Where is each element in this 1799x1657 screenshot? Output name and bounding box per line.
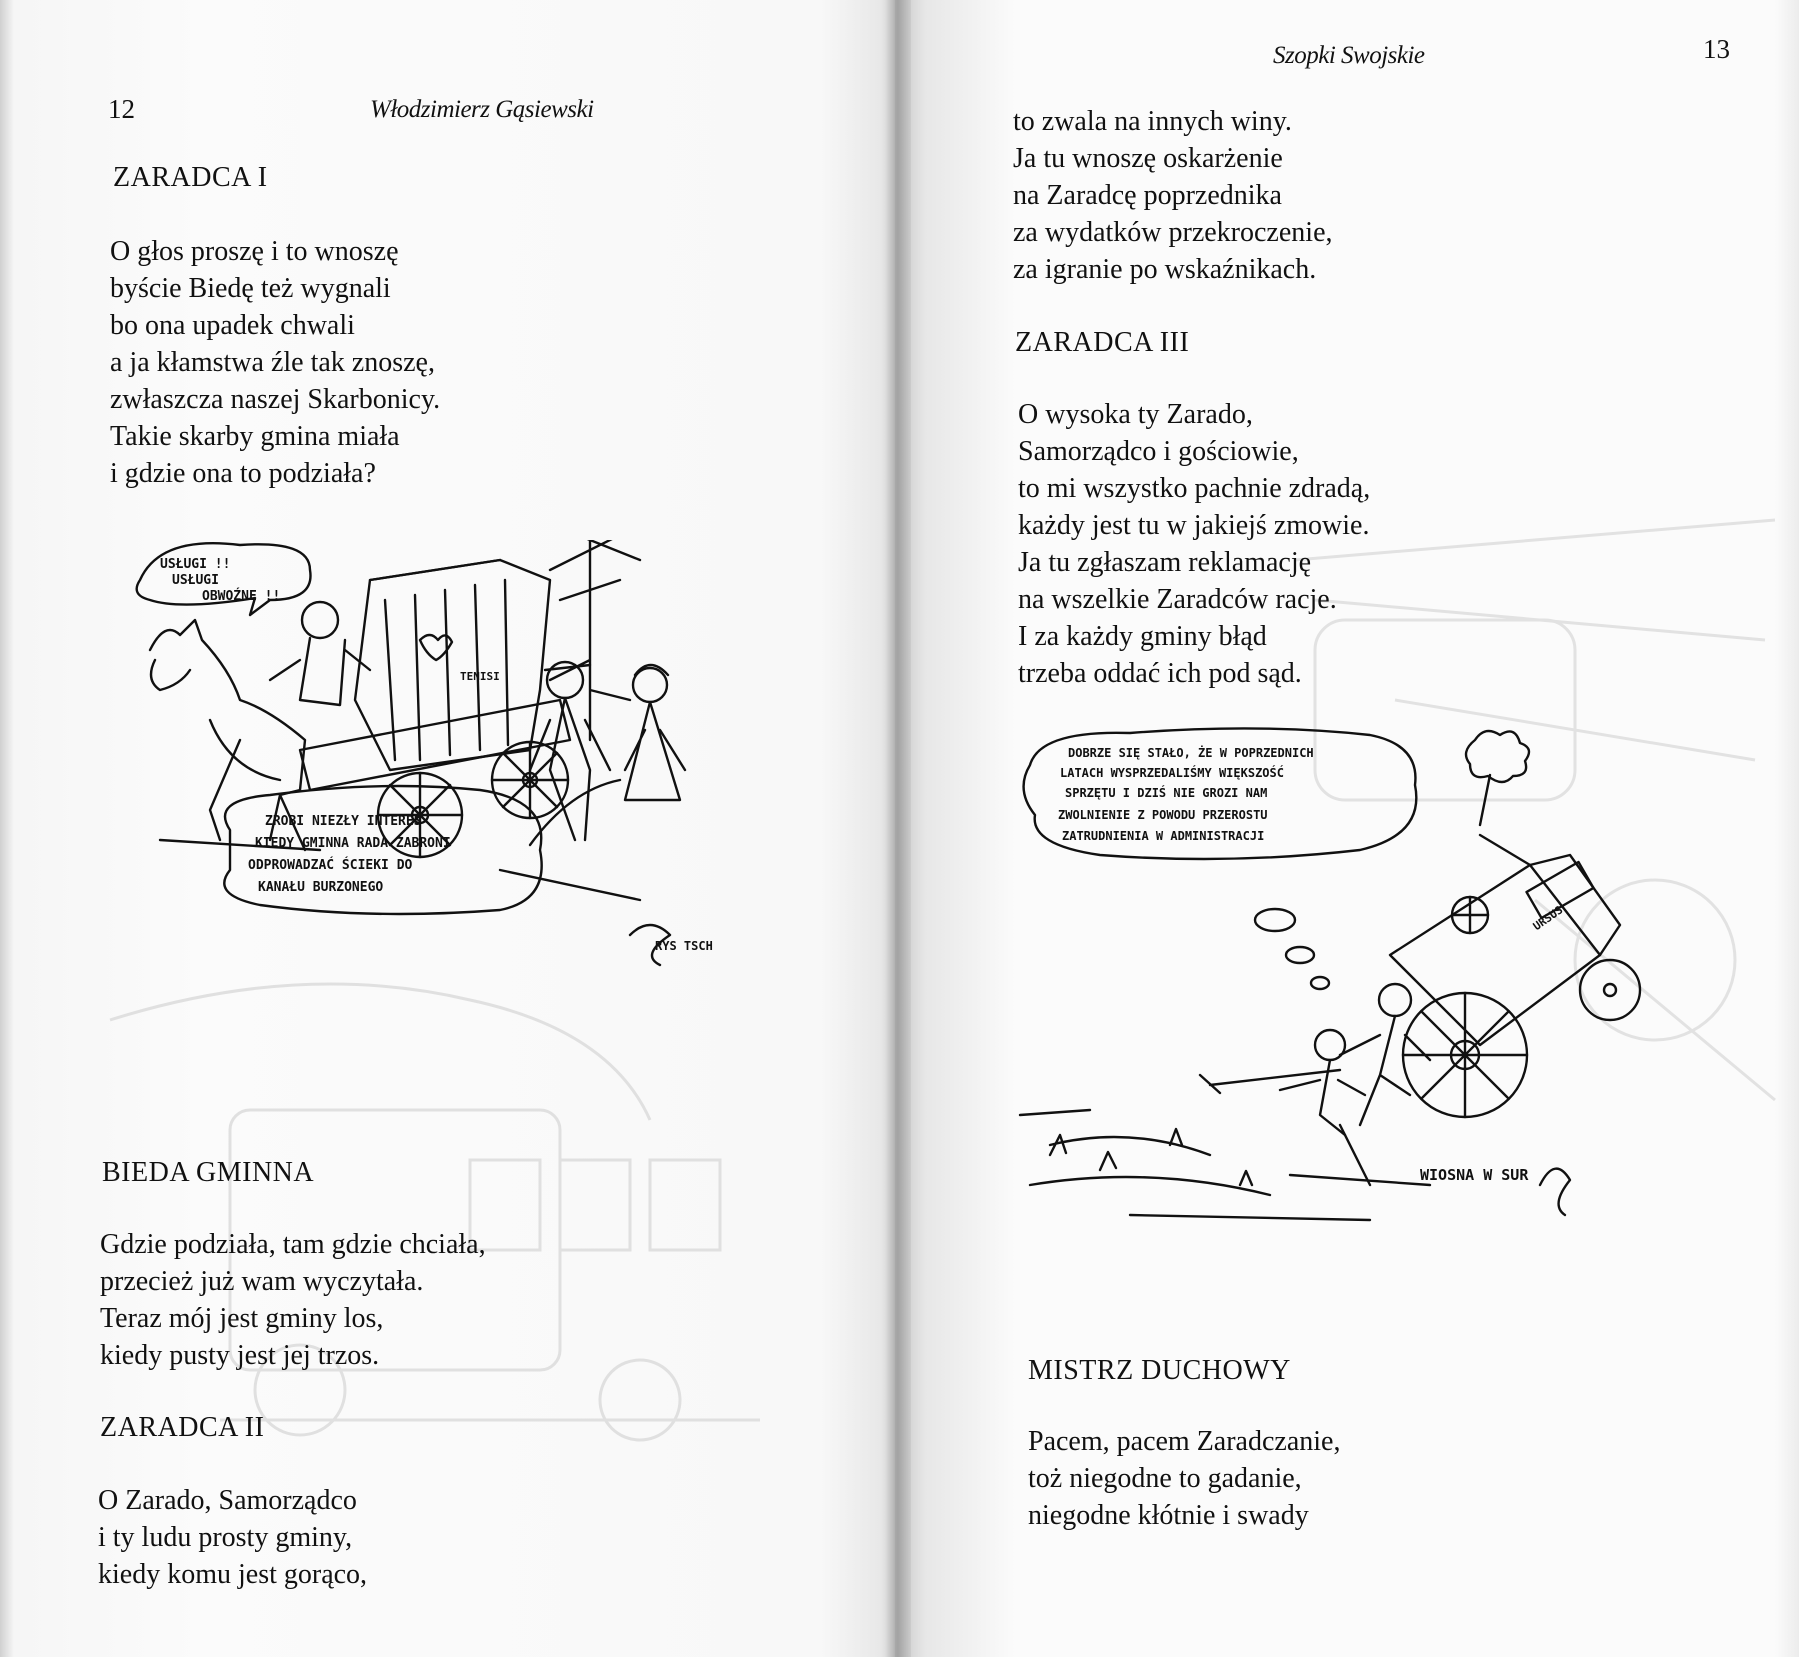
stanza — [1018, 396, 1370, 692]
bubble-text: ZROBI NIEZŁY INTERES — [265, 814, 422, 829]
verse-line: za wydatków przekroczenie, — [1013, 217, 1333, 248]
cartoon-outhouse-cart — [120, 540, 770, 1080]
stanza — [100, 1226, 486, 1374]
bubble-text: USŁUGI — [172, 573, 219, 588]
verse-line: Ja tu wnoszę oskarżenie — [1013, 143, 1283, 174]
stanza — [98, 1482, 367, 1593]
verse-line: i gdzie ona to podziała? — [110, 458, 376, 489]
bubble-text: KIEDY GMINNA RADA ZABRONI — [255, 836, 451, 851]
section-heading: BIEDA GMINNA — [102, 1157, 315, 1188]
bubble-text: ZWOLNIENIE Z POWODU PRZEROSTU — [1058, 808, 1268, 822]
book-gutter — [885, 0, 911, 1657]
verse-line: kiedy komu jest gorąco, — [98, 1559, 368, 1590]
artist-signature: RYS TSCH — [655, 939, 713, 953]
left-page — [0, 0, 895, 1657]
running-head-author: Włodzimierz Gąsiewski — [370, 96, 594, 123]
verse-line: na Zaradcę poprzednika — [1013, 180, 1282, 211]
cartoon-tractor — [1010, 715, 1670, 1235]
verse-line: a ja kłamstwa źle tak znoszę, — [110, 347, 435, 378]
verse-line: Samorządco i gościowie, — [1018, 436, 1299, 467]
right-page — [895, 0, 1799, 1657]
verse-line: Teraz mój jest gminy los, — [100, 1303, 384, 1334]
verse-line: zwłaszcza naszej Skarbonicy. — [110, 384, 441, 415]
bubble-text: USŁUGI !! — [160, 557, 231, 572]
bubble-text: KANAŁU BURZONEGO — [258, 880, 384, 895]
tractor-label: URSUS — [1530, 903, 1566, 934]
verse-line: O Zarado, Samorządco — [98, 1485, 357, 1516]
verse-line: i ty ludu prosty gminy, — [98, 1522, 353, 1553]
cart-label: TENISI — [460, 670, 500, 683]
verse-line: na wszelkie Zaradców racje. — [1018, 584, 1337, 615]
verse-line: Pacem, pacem Zaradczanie, — [1028, 1426, 1341, 1457]
bubble-text: ODPROWADZAĆ ŚCIEKI DO — [248, 858, 413, 873]
bubble-text: OBWOŹNE !! — [202, 589, 281, 604]
cartoon-caption: WIOSNA W SUR — [1420, 1166, 1529, 1184]
verse-line: to mi wszystko pachnie zdradą, — [1018, 473, 1371, 504]
section-heading: ZARADCA I — [113, 162, 268, 193]
verse-line: I za każdy gminy błąd — [1018, 621, 1267, 652]
verse-line: bo ona upadek chwali — [110, 310, 355, 341]
stanza — [1028, 1423, 1340, 1534]
bubble-text: SPRZĘTU I DZIŚ NIE GROZI NAM — [1065, 786, 1268, 800]
verse-line: Gdzie podziała, tam gdzie chciała, — [100, 1229, 486, 1260]
verse-line: każdy jest tu w jakiejś zmowie. — [1018, 510, 1370, 541]
verse-line: kiedy pusty jest jej trzos. — [100, 1340, 380, 1371]
verse-line: byście Biedę też wygnali — [110, 273, 391, 304]
verse-line: za igranie po wskaźnikach. — [1013, 254, 1317, 285]
verse-line: Takie skarby gmina miała — [110, 421, 400, 452]
verse-line: niegodne kłótnie i swady — [1028, 1500, 1309, 1531]
verse-line: O wysoka ty Zarado, — [1018, 399, 1253, 430]
bubble-text: ZATRUDNIENIA W ADMINISTRACJI — [1062, 829, 1265, 843]
section-heading: ZARADCA III — [1015, 327, 1190, 358]
verse-line: trzeba oddać ich pod sąd. — [1018, 658, 1302, 689]
stanza — [110, 233, 440, 492]
bubble-text: DOBRZE SIĘ STAŁO, ŻE W POPRZEDNICH — [1068, 746, 1314, 760]
page-number-left: 12 — [108, 94, 135, 124]
section-heading: ZARADCA II — [100, 1412, 265, 1443]
stanza — [1013, 103, 1333, 288]
bubble-text: LATACH WYSPRZEDALIŚMY WIĘKSZOŚĆ — [1060, 766, 1284, 780]
page-number-right: 13 — [1703, 34, 1730, 64]
verse-line: to zwala na innych winy. — [1013, 106, 1292, 137]
verse-line: przecież już wam wyczytała. — [100, 1266, 424, 1297]
verse-line: toż niegodne to gadanie, — [1028, 1463, 1302, 1494]
section-heading: MISTRZ DUCHOWY — [1028, 1355, 1291, 1386]
verse-line: Ja tu zgłaszam reklamację — [1018, 547, 1312, 578]
verse-line: O głos proszę i to wnoszę — [110, 236, 399, 267]
running-head-title: Szopki Swojskie — [1273, 42, 1425, 69]
